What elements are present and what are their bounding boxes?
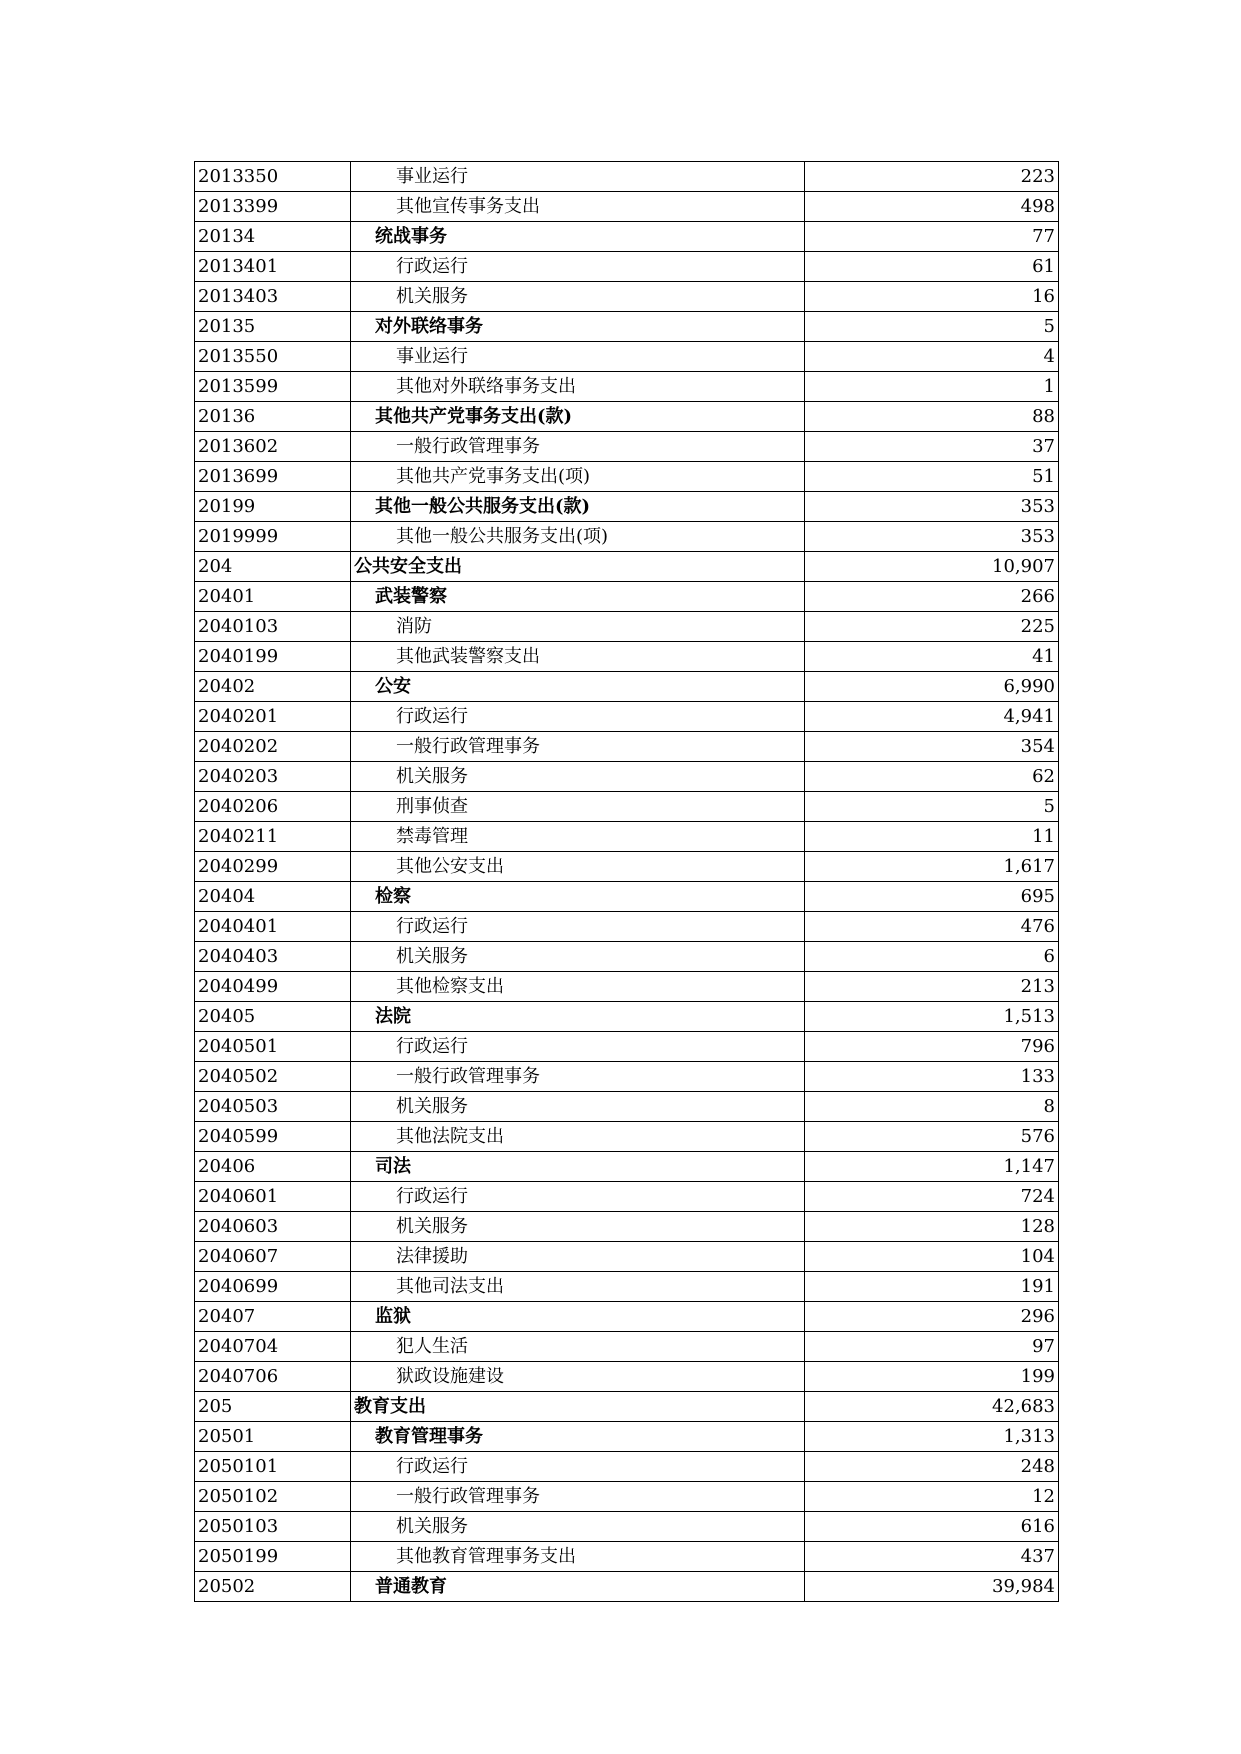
subject-code-cell: 2040704 [195,1332,351,1362]
subject-code-cell: 2040299 [195,852,351,882]
table-row-20199 [195,492,1059,522]
subject-name-cell: 普通教育 [351,1572,805,1602]
subject-name-cell: 公共安全支出 [351,552,805,582]
table-row-20405 [195,1002,1059,1032]
amount-cell: 225 [805,612,1059,642]
budget-expenditure-table [194,161,1059,1602]
subject-code-cell: 2040401 [195,912,351,942]
subject-code-cell: 2040601 [195,1182,351,1212]
table-row-2013399 [195,192,1059,222]
subject-name-cell: 行政运行 [351,1452,805,1482]
subject-name-cell: 其他对外联络事务支出 [351,372,805,402]
subject-code-cell: 204 [195,552,351,582]
table-row-2040203 [195,762,1059,792]
subject-code-cell: 20501 [195,1422,351,1452]
subject-name-cell: 武装警察 [351,582,805,612]
subject-code-cell: 20401 [195,582,351,612]
amount-cell: 51 [805,462,1059,492]
amount-cell: 16 [805,282,1059,312]
subject-name-cell: 检察 [351,882,805,912]
amount-cell: 5 [805,792,1059,822]
table-row-2013602 [195,432,1059,462]
subject-code-cell: 2013699 [195,462,351,492]
subject-code-cell: 2040199 [195,642,351,672]
subject-name-cell: 行政运行 [351,912,805,942]
subject-name-cell: 监狱 [351,1302,805,1332]
amount-cell: 1,513 [805,1002,1059,1032]
amount-cell: 576 [805,1122,1059,1152]
table-row-2040299 [195,852,1059,882]
table-row-2040103 [195,612,1059,642]
subject-code-cell: 2050102 [195,1482,351,1512]
subject-code-cell: 2050103 [195,1512,351,1542]
table-row-2013699 [195,462,1059,492]
subject-name-cell: 其他宣传事务支出 [351,192,805,222]
subject-code-cell: 2040503 [195,1092,351,1122]
subject-name-cell: 教育支出 [351,1392,805,1422]
subject-code-cell: 20135 [195,312,351,342]
table-row-20136 [195,402,1059,432]
subject-name-cell: 行政运行 [351,702,805,732]
subject-name-cell: 公安 [351,672,805,702]
subject-name-cell: 其他公安支出 [351,852,805,882]
amount-cell: 62 [805,762,1059,792]
amount-cell: 61 [805,252,1059,282]
subject-code-cell: 2013350 [195,162,351,192]
table-row-2040202 [195,732,1059,762]
subject-name-cell: 其他司法支出 [351,1272,805,1302]
table-row-2040601 [195,1182,1059,1212]
subject-name-cell: 一般行政管理事务 [351,432,805,462]
subject-code-cell: 20134 [195,222,351,252]
amount-cell: 223 [805,162,1059,192]
amount-cell: 354 [805,732,1059,762]
subject-code-cell: 2040202 [195,732,351,762]
subject-code-cell: 2040103 [195,612,351,642]
amount-cell: 695 [805,882,1059,912]
subject-name-cell: 其他一般公共服务支出(款) [351,492,805,522]
amount-cell: 133 [805,1062,1059,1092]
subject-name-cell: 其他检察支出 [351,972,805,1002]
subject-code-cell: 2040501 [195,1032,351,1062]
subject-code-cell: 20136 [195,402,351,432]
subject-name-cell: 其他武装警察支出 [351,642,805,672]
amount-cell: 12 [805,1482,1059,1512]
amount-cell: 77 [805,222,1059,252]
subject-name-cell: 事业运行 [351,342,805,372]
table-row-20502 [195,1572,1059,1602]
subject-name-cell: 机关服务 [351,1212,805,1242]
table-row-2040211 [195,822,1059,852]
amount-cell: 4,941 [805,702,1059,732]
subject-code-cell: 2013550 [195,342,351,372]
subject-code-cell: 205 [195,1392,351,1422]
table-row-2040206 [195,792,1059,822]
subject-code-cell: 20502 [195,1572,351,1602]
amount-cell: 476 [805,912,1059,942]
table-row-2040499 [195,972,1059,1002]
amount-cell: 796 [805,1032,1059,1062]
subject-name-cell: 一般行政管理事务 [351,1062,805,1092]
subject-name-cell: 行政运行 [351,1032,805,1062]
amount-cell: 4 [805,342,1059,372]
amount-cell: 41 [805,642,1059,672]
amount-cell: 724 [805,1182,1059,1212]
subject-name-cell: 其他一般公共服务支出(项) [351,522,805,552]
amount-cell: 8 [805,1092,1059,1122]
amount-cell: 88 [805,402,1059,432]
subject-name-cell: 犯人生活 [351,1332,805,1362]
subject-code-cell: 20407 [195,1302,351,1332]
subject-name-cell: 对外联络事务 [351,312,805,342]
amount-cell: 296 [805,1302,1059,1332]
subject-code-cell: 2040499 [195,972,351,1002]
subject-code-cell: 2040201 [195,702,351,732]
subject-name-cell: 其他共产党事务支出(项) [351,462,805,492]
subject-code-cell: 2013399 [195,192,351,222]
table-row-205 [195,1392,1059,1422]
amount-cell: 5 [805,312,1059,342]
subject-code-cell: 2040706 [195,1362,351,1392]
subject-name-cell: 事业运行 [351,162,805,192]
subject-name-cell: 刑事侦查 [351,792,805,822]
amount-cell: 498 [805,192,1059,222]
subject-code-cell: 20402 [195,672,351,702]
table-row-2013599 [195,372,1059,402]
amount-cell: 248 [805,1452,1059,1482]
table-row-2040503 [195,1092,1059,1122]
table-row-2013550 [195,342,1059,372]
subject-code-cell: 2040206 [195,792,351,822]
table-row-2013401 [195,252,1059,282]
subject-code-cell: 2013599 [195,372,351,402]
table-row-20134 [195,222,1059,252]
subject-code-cell: 2050101 [195,1452,351,1482]
subject-code-cell: 2050199 [195,1542,351,1572]
table-row-2040599 [195,1122,1059,1152]
amount-cell: 10,907 [805,552,1059,582]
subject-name-cell: 法院 [351,1002,805,1032]
amount-cell: 128 [805,1212,1059,1242]
amount-cell: 1 [805,372,1059,402]
table-row-2013403 [195,282,1059,312]
subject-code-cell: 20406 [195,1152,351,1182]
table-body [195,162,1059,1602]
subject-name-cell: 一般行政管理事务 [351,732,805,762]
subject-name-cell: 狱政设施建设 [351,1362,805,1392]
amount-cell: 191 [805,1272,1059,1302]
subject-name-cell: 法律援助 [351,1242,805,1272]
amount-cell: 1,147 [805,1152,1059,1182]
subject-name-cell: 行政运行 [351,1182,805,1212]
subject-name-cell: 统战事务 [351,222,805,252]
table-row-204 [195,552,1059,582]
subject-name-cell: 其他法院支出 [351,1122,805,1152]
amount-cell: 6,990 [805,672,1059,702]
table-row-2040201 [195,702,1059,732]
amount-cell: 616 [805,1512,1059,1542]
subject-name-cell: 机关服务 [351,1092,805,1122]
table-row-20404 [195,882,1059,912]
subject-name-cell: 其他教育管理事务支出 [351,1542,805,1572]
table-row-20402 [195,672,1059,702]
amount-cell: 37 [805,432,1059,462]
subject-code-cell: 2040603 [195,1212,351,1242]
table-row-2040403 [195,942,1059,972]
subject-name-cell: 禁毒管理 [351,822,805,852]
subject-name-cell: 机关服务 [351,1512,805,1542]
subject-name-cell: 其他共产党事务支出(款) [351,402,805,432]
subject-code-cell: 2013401 [195,252,351,282]
amount-cell: 266 [805,582,1059,612]
subject-code-cell: 20199 [195,492,351,522]
subject-name-cell: 司法 [351,1152,805,1182]
table-row-2040607 [195,1242,1059,1272]
amount-cell: 213 [805,972,1059,1002]
amount-cell: 42,683 [805,1392,1059,1422]
amount-cell: 199 [805,1362,1059,1392]
table-row-20406 [195,1152,1059,1182]
table-row-2040199 [195,642,1059,672]
table-row-2040603 [195,1212,1059,1242]
subject-code-cell: 2040211 [195,822,351,852]
table-row-2050102 [195,1482,1059,1512]
subject-code-cell: 2040607 [195,1242,351,1272]
subject-code-cell: 2040403 [195,942,351,972]
amount-cell: 11 [805,822,1059,852]
amount-cell: 97 [805,1332,1059,1362]
subject-code-cell: 20404 [195,882,351,912]
subject-code-cell: 20405 [195,1002,351,1032]
amount-cell: 1,313 [805,1422,1059,1452]
table-row-2019999 [195,522,1059,552]
subject-name-cell: 一般行政管理事务 [351,1482,805,1512]
amount-cell: 39,984 [805,1572,1059,1602]
table-row-2050199 [195,1542,1059,1572]
subject-code-cell: 2019999 [195,522,351,552]
subject-name-cell: 教育管理事务 [351,1422,805,1452]
subject-code-cell: 2013403 [195,282,351,312]
amount-cell: 104 [805,1242,1059,1272]
subject-name-cell: 机关服务 [351,282,805,312]
amount-cell: 353 [805,492,1059,522]
subject-code-cell: 2013602 [195,432,351,462]
table-row-20135 [195,312,1059,342]
table-row-2040706 [195,1362,1059,1392]
table-row-2040401 [195,912,1059,942]
subject-code-cell: 2040599 [195,1122,351,1152]
subject-name-cell: 机关服务 [351,942,805,972]
table-row-2040502 [195,1062,1059,1092]
table-row-2040501 [195,1032,1059,1062]
table-row-20501 [195,1422,1059,1452]
table-row-20401 [195,582,1059,612]
subject-name-cell: 行政运行 [351,252,805,282]
table-row-20407 [195,1302,1059,1332]
table-row-2013350 [195,162,1059,192]
subject-code-cell: 2040699 [195,1272,351,1302]
amount-cell: 1,617 [805,852,1059,882]
table-row-2050103 [195,1512,1059,1542]
table-row-2040704 [195,1332,1059,1362]
table-row-2040699 [195,1272,1059,1302]
amount-cell: 353 [805,522,1059,552]
amount-cell: 6 [805,942,1059,972]
subject-name-cell: 机关服务 [351,762,805,792]
subject-code-cell: 2040203 [195,762,351,792]
subject-name-cell: 消防 [351,612,805,642]
subject-code-cell: 2040502 [195,1062,351,1092]
table-row-2050101 [195,1452,1059,1482]
amount-cell: 437 [805,1542,1059,1572]
